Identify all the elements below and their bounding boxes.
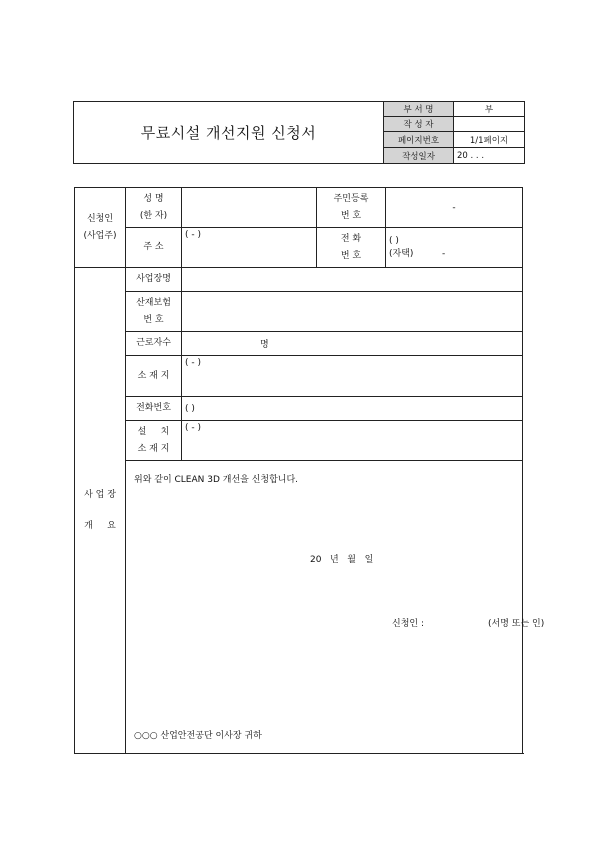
applicant-label: 신청인 — [86, 213, 114, 224]
workers-unit: 명 — [260, 340, 269, 350]
address-field[interactable]: ( - ) — [182, 228, 317, 268]
phone-value-home: (자택) - — [389, 249, 446, 259]
business-label-line1: 사 업 장 — [84, 489, 116, 500]
applicant-name-field[interactable] — [182, 188, 317, 228]
page-number-label: 페이지번호 — [384, 132, 454, 148]
phone-value-line1: ( ) — [389, 236, 399, 246]
business-name-label: 사업장명 — [126, 268, 182, 292]
document-header — [73, 101, 525, 164]
name-label — [126, 188, 182, 228]
install-label-line2: 소 재 지 — [137, 443, 170, 454]
document-title: 무료시설 개선지원 신청서 — [74, 102, 384, 164]
request-statement: 위와 같이 CLEAN 3D 개선을 신청합니다. — [134, 475, 299, 485]
business-section-label — [75, 268, 126, 754]
author-value — [454, 117, 525, 132]
date-value: 20 . . . — [454, 148, 525, 164]
applicant-section-label — [75, 188, 126, 268]
application-form — [74, 187, 545, 754]
rrn-label — [317, 188, 386, 228]
workers-label: 근로자수 — [126, 332, 182, 356]
application-date: 20 년 월 일 — [310, 555, 374, 565]
install-location-label — [126, 421, 182, 461]
insurance-label-line2: 번 호 — [143, 314, 164, 325]
dept-label: 부 서 명 — [384, 102, 454, 117]
location-field[interactable]: ( - ) — [182, 356, 523, 397]
phone-field[interactable] — [386, 228, 523, 268]
address-label: 주 소 — [126, 228, 182, 268]
business-name-field[interactable] — [182, 268, 523, 292]
business-label-line2: 개 요 — [84, 520, 116, 531]
install-location-field[interactable]: ( - ) — [182, 421, 523, 461]
phone-label-line2: 번 호 — [340, 250, 362, 261]
phone-label-line1: 전 화 — [340, 233, 362, 244]
install-label-line1: 설 치 — [137, 426, 170, 437]
business-phone-field[interactable]: ( ) — [182, 397, 523, 421]
author-label: 작 성 자 — [384, 117, 454, 132]
statement-area — [126, 461, 545, 754]
name-label-line1: 성 명 — [143, 193, 164, 204]
insurance-label-line1: 산재보험 — [136, 297, 171, 308]
location-label: 소 재 지 — [126, 356, 182, 397]
workers-field[interactable] — [182, 332, 523, 356]
phone-label — [317, 228, 386, 268]
rrn-label-line2: 번 호 — [340, 210, 362, 221]
signature-note: (서명 또는 인) — [488, 619, 545, 629]
page-number-value: 1/1페이지 — [454, 132, 525, 148]
recipient-line: ○○○ 산업안전공단 이사장 귀하 — [134, 731, 262, 741]
name-label-line2: (한 자) — [139, 210, 168, 221]
business-phone-label: 전화번호 — [126, 397, 182, 421]
rrn-label-line1: 주민등록 — [333, 193, 369, 204]
insurance-number-field[interactable] — [182, 292, 523, 332]
date-label: 작성일자 — [384, 148, 454, 164]
employer-label: (사업주) — [83, 230, 117, 241]
rrn-field[interactable]: - — [386, 188, 523, 228]
signer-label: 신청인 : — [392, 619, 424, 629]
insurance-number-label — [126, 292, 182, 332]
dept-value: 부 — [454, 102, 525, 117]
